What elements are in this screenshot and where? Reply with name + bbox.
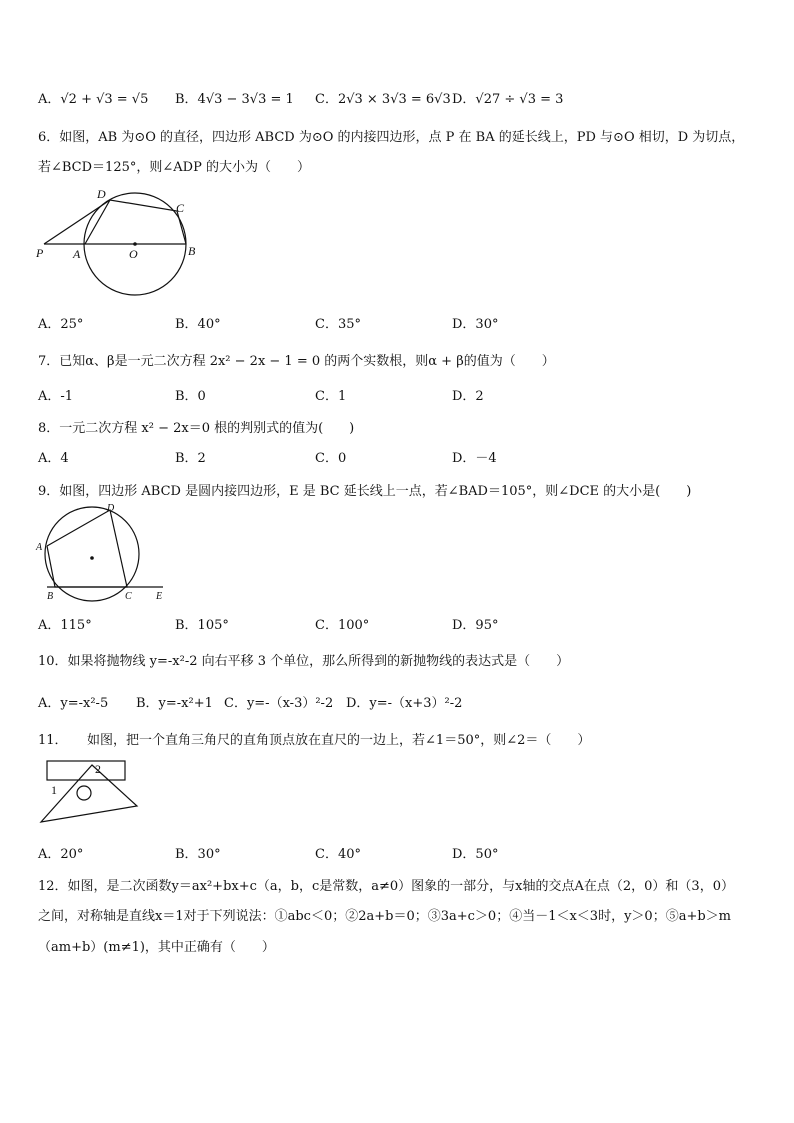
q9-label-d: D xyxy=(107,503,115,514)
q11-option-c: C．40° xyxy=(315,847,361,862)
q6-option-a: A．25° xyxy=(38,317,84,332)
q8-option-c: C．0 xyxy=(315,451,347,466)
q6-figure xyxy=(30,185,210,305)
q11-option-b: B．30° xyxy=(175,847,221,862)
q8-text: 8．一元二次方程 x² − 2x＝0 根的判别式的值为( ) xyxy=(38,421,355,436)
q11-figure xyxy=(36,756,146,828)
q12-text-line2: 之间，对称轴是直线x＝1对于下列说法：①abc＜0；②2a+b＝0；③3a+c＞0；④当－1＜x＜3时，y＞0；⑤a+b＞m xyxy=(38,909,731,924)
q7-option-a: A．-1 xyxy=(38,389,74,404)
q9-label-c: C xyxy=(125,591,132,602)
q11-text: 11． 如图，把一个直角三角尺的直角顶点放在直尺的一边上，若∠1＝50°，则∠2＝（ ） xyxy=(38,733,591,748)
q7-text: 7．已知α、β是一元二次方程 2x² − 2x − 1 = 0 的两个实数根，则α + β的值为（ ） xyxy=(38,354,555,369)
q9-figure xyxy=(30,500,175,605)
q6-option-c: C．35° xyxy=(315,317,361,332)
q6-label-b: B xyxy=(188,244,196,258)
q8-option-a: A．4 xyxy=(38,451,69,466)
q10-option-d: D．y=-（x+3）²-2 xyxy=(346,696,463,711)
q12-text-line1: 12．如图，是二次函数y＝ax²+bx+c（a，b，c是常数，a≠0）图象的一部分，与x轴的交点A在点（2，0）和（3，0） xyxy=(38,879,734,894)
q7-option-c: C．1 xyxy=(315,389,347,404)
q12-text-line3: （am+b）(m≠1)，其中正确有（ ） xyxy=(38,940,275,955)
q9-label-e: E xyxy=(156,591,163,602)
q6-label-c: C xyxy=(176,201,185,215)
q6-text-line1: 6．如图，AB 为⊙O 的直径，四边形 ABCD 为⊙O 的内接四边形，点 P 在 BA 的延长线上，PD 与⊙O 相切，D 为切点， xyxy=(38,130,745,145)
q5-option-b: B．4√3 − 3√3 = 1 xyxy=(175,92,294,107)
q5-option-d: D．√27 ÷ √3 = 3 xyxy=(452,92,564,107)
q9-label-b: B xyxy=(47,591,54,602)
q5-option-c: C．2√3 × 3√3 = 6√3 xyxy=(315,92,451,107)
q9-option-d: D．95° xyxy=(452,618,499,633)
q6-option-d: D．30° xyxy=(452,317,499,332)
q7-option-b: B．0 xyxy=(175,389,206,404)
q11-label-2: 2 xyxy=(95,762,101,776)
q6-label-a: A xyxy=(73,247,81,261)
q10-option-b: B．y=-x²+1 xyxy=(136,696,213,711)
q9-text: 9．如图，四边形 ABCD 是圆内接四边形，E 是 BC 延长线上一点，若∠BAD＝105°，则∠DCE 的大小是( ) xyxy=(38,484,692,499)
q9-option-c: C．100° xyxy=(315,618,370,633)
q10-option-a: A．y=-x²-5 xyxy=(38,696,109,711)
q8-option-b: B．2 xyxy=(175,451,206,466)
q6-text-line2: 若∠BCD＝125°，则∠ADP 的大小为（ ） xyxy=(38,160,310,175)
q8-option-d: D．－4 xyxy=(452,451,497,466)
q5-option-a: A．√2 + √3 = √5 xyxy=(38,92,149,107)
q6-label-o: O xyxy=(129,247,138,261)
q11-option-a: A．20° xyxy=(38,847,84,862)
q6-label-d: D xyxy=(97,187,106,201)
q7-option-d: D．2 xyxy=(452,389,484,404)
q6-label-p: P xyxy=(36,246,44,260)
q11-label-1: 1 xyxy=(51,783,57,797)
q10-text: 10．如果将抛物线 y=-x²-2 向右平移 3 个单位，那么所得到的新抛物线的表达式是（ ） xyxy=(38,654,570,669)
q10-option-c: C．y=-（x-3）²-2 xyxy=(224,696,334,711)
q6-option-b: B．40° xyxy=(175,317,221,332)
q9-label-a: A xyxy=(36,542,43,553)
q11-option-d: D．50° xyxy=(452,847,499,862)
q9-option-b: B．105° xyxy=(175,618,229,633)
q9-option-a: A．115° xyxy=(38,618,92,633)
